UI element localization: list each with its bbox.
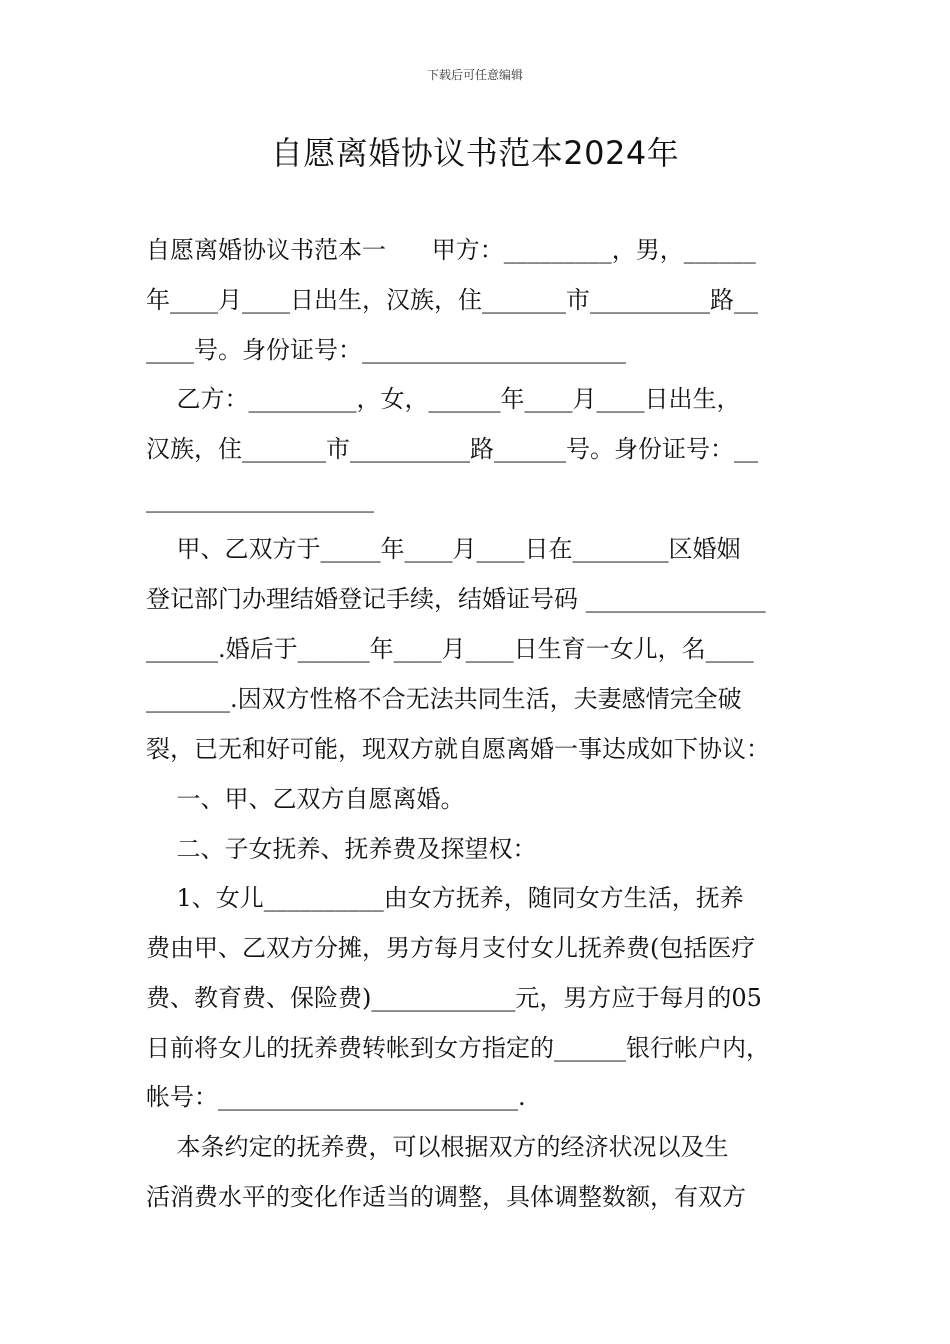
page-title: 自愿离婚协议书范本2024年 bbox=[270, 134, 680, 172]
body-line: 裂，已无和好可能，现双方就自愿离婚一事达成如下协议： bbox=[146, 735, 770, 763]
body-line: 活消费水平的变化作适当的调整，具体调整数额，有双方 bbox=[146, 1183, 746, 1211]
body-line: _______.因双方性格不合无法共同生活，夫妻感情完全破 bbox=[146, 685, 742, 713]
body-line: 自愿离婚协议书范本一 甲方：_________，男，______ bbox=[146, 236, 756, 264]
body-line: 1、女儿__________由女方抚养，随同女方生活，抚养 bbox=[146, 884, 744, 912]
body-line: ______.婚后于______年____月____日生育一女儿，名____ bbox=[146, 635, 754, 663]
body-line: 二、子女抚养、抚养费及探望权： bbox=[146, 835, 537, 863]
body-line: 费由甲、乙双方分摊，男方每月支付女儿抚养费(包括医疗 bbox=[146, 934, 756, 962]
body-line: 年____月____日出生，汉族，住_______市__________路__ bbox=[146, 286, 758, 314]
header-note: 下载后可任意编辑 bbox=[426, 68, 523, 82]
body-line: 费、教育费、保险费)____________元，男方应于每月的05 bbox=[146, 984, 762, 1012]
body-line: 汉族，住_______市__________路______号。身份证号：__ bbox=[146, 435, 758, 463]
body-line: 一、甲、乙双方自愿离婚。 bbox=[146, 785, 465, 813]
body-line: 乙方：_________，女，______年____月____日出生， bbox=[146, 385, 741, 413]
body-line: 本条约定的抚养费，可以根据双方的经济状况以及生 bbox=[146, 1133, 729, 1161]
body-line: 帐号：_________________________. bbox=[146, 1083, 526, 1111]
body-line: 登记部门办理结婚登记手续，结婚证号码 _______________ bbox=[146, 585, 766, 613]
body-line: 甲、乙双方于_____年____月____日在________区婚姻 bbox=[146, 535, 741, 563]
body-line: ___________________ bbox=[146, 485, 374, 513]
body-line: 日前将女儿的抚养费转帐到女方指定的______银行帐户内， bbox=[146, 1034, 770, 1062]
body-line: ____号。身份证号：______________________ bbox=[146, 336, 626, 364]
